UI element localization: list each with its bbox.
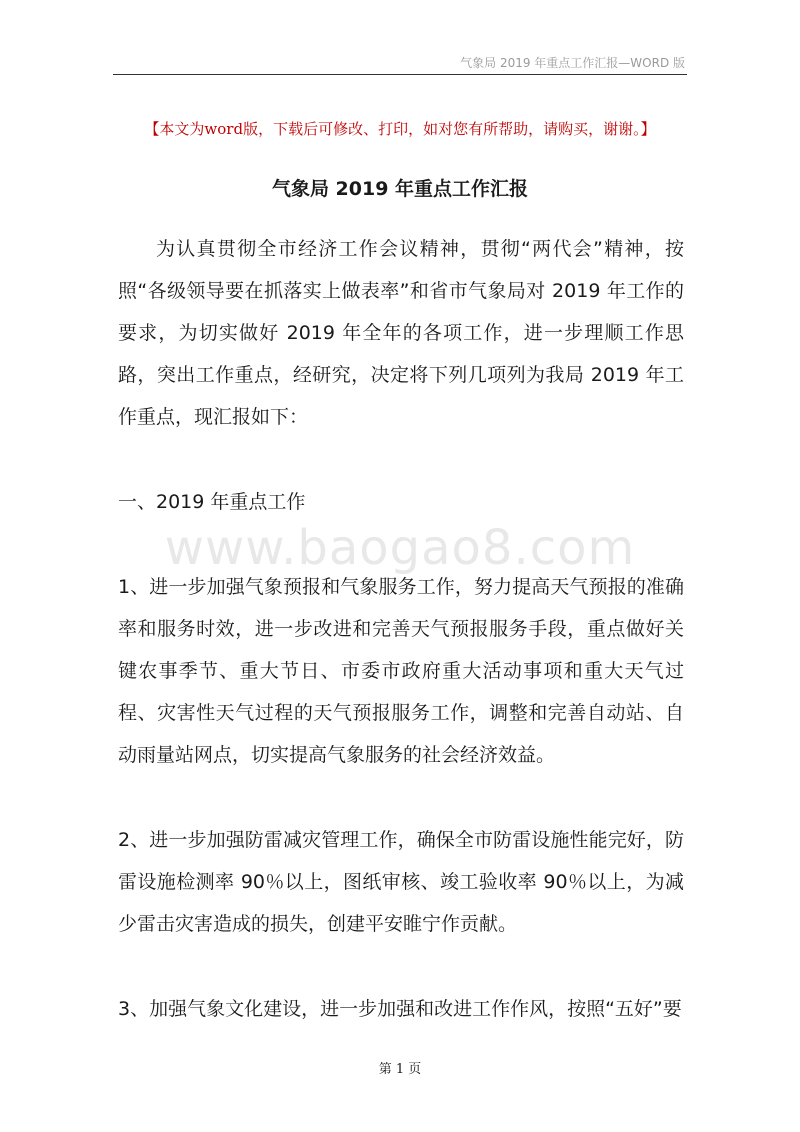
item-paragraph-2: 2、进一步加强防雷减灾管理工作，确保全市防雷设施性能完好，防雷设施检测率 90％以上，图纸审核、竣工验收率 90％以上，为减少雷击灾害造成的损失，创建平安睢宁作贡献。	[118, 829, 684, 935]
page-number: 第 1 页	[378, 1062, 422, 1077]
document-title: 气象局 2019 年重点工作汇报	[271, 178, 529, 200]
intro-paragraph: 为认真贯彻全市经济工作会议精神，贯彻“两代会”精神，按照“各级领导要在抓落实上做表率”和省市气象局对 2019 年工作的要求，为切实做好 2019 年全年的各项工作，进一步理顺工作思路，突出工作重点，经研究，决定将下列几项列为我局 2019 年工作重点，现汇报如下：	[118, 238, 684, 428]
watermark: www.baogao8.com	[164, 520, 636, 576]
running-header: 气象局 2019 年重点工作汇报—WORD 版	[460, 56, 685, 70]
header-divider	[113, 74, 687, 75]
download-notice: 【本文为word版，下载后可修改、打印，如对您有所帮助，请购买，谢谢。】	[144, 120, 656, 138]
item-paragraph-1: 1、进一步加强气象预报和气象服务工作，努力提高天气预报的准确率和服务时效，进一步改进和完善天气预报服务手段，重点做好关键农事季节、重大节日、市委市政府重大活动事项和重大天气过程、灾害性天气过程的天气预报服务工作，调整和完善自动站、自动雨量站网点，切实提高气象服务的社会经济效益。	[118, 576, 684, 766]
section-heading: 一、2019 年重点工作	[118, 491, 306, 513]
item-paragraph-3: 3、加强气象文化建设，进一步加强和改进工作作风，按照“五好”要	[118, 998, 682, 1020]
